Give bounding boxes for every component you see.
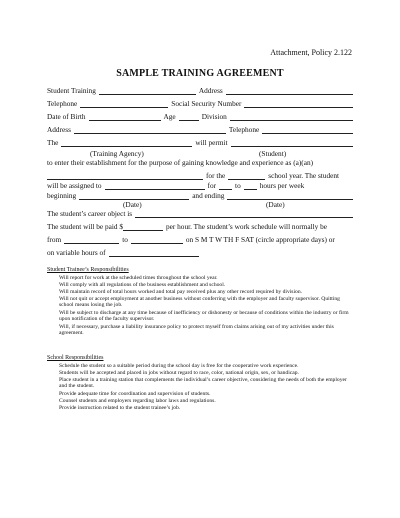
student-training-field[interactable]: [99, 87, 196, 95]
row-occupation: [47, 171, 353, 180]
row-beginning: [47, 191, 353, 200]
days-label[interactable]: on S M T W TH F SAT (circle appropriate days) or: [185, 235, 335, 244]
telephone2-label: Telephone: [228, 125, 260, 134]
student-responsibility-item: Will be subject to discharge at any time because of inefficiency or dishonesty or because of conditions within the industry or firm upon notification of the faculty supervisor.: [59, 310, 349, 323]
training-agency-caption: (Training Agency): [90, 149, 144, 158]
row-address-telephone: [47, 125, 353, 134]
row-permit: [47, 138, 353, 147]
school-year-field[interactable]: [228, 172, 265, 180]
assigned-field[interactable]: [105, 182, 205, 190]
to-label: to: [235, 181, 241, 190]
pay-rate-field[interactable]: [123, 223, 163, 231]
document-title: SAMPLE TRAINING AGREEMENT: [116, 68, 284, 79]
from-time-field[interactable]: [64, 236, 119, 244]
to2-label: to: [122, 235, 128, 244]
school-responsibilities-heading: School Responsibilities: [47, 355, 104, 361]
division-label: Division: [201, 112, 227, 121]
ending-date-caption: (Date): [266, 200, 285, 209]
row-enter: [47, 158, 353, 167]
beginning-label: beginning: [47, 191, 77, 200]
telephone-label: Telephone: [47, 99, 78, 108]
student-caption: (Student): [259, 149, 287, 158]
from-label: from: [47, 235, 62, 244]
age-label: Age: [163, 112, 176, 121]
row-career: [47, 209, 353, 218]
school-responsibility-item: Counsel students and employers regarding labor laws and regulations.: [59, 398, 216, 404]
student-training-label: Student Training: [47, 86, 96, 95]
the-label: The: [47, 138, 59, 147]
student-responsibility-item: Will, if necessary, purchase a liability insurance policy to protect myself from claims arising out of my activities under this agreement.: [59, 324, 334, 337]
dob-field[interactable]: [89, 113, 161, 121]
row-dob-age-division: [47, 112, 353, 121]
enter-establishment-text: to enter their establishment for the purpose of gaining knowledge and experience as (a)(an): [47, 158, 314, 167]
ssn-label: Social Security Number: [171, 99, 242, 108]
and-ending-label: and ending: [192, 191, 225, 200]
school-responsibility-item: Schedule the student so a suitable period during the school day is free for the cooperative work experience.: [59, 363, 299, 369]
ssn-field[interactable]: [244, 100, 353, 108]
variable-hours-field[interactable]: [109, 249, 199, 257]
paid-label: The student will be paid $: [47, 222, 123, 231]
ending-date-field[interactable]: [227, 192, 353, 200]
for-label: for: [207, 181, 217, 190]
telephone-field[interactable]: [80, 100, 168, 108]
row-assigned: [47, 181, 353, 190]
row-student-address: [47, 86, 353, 95]
address2-field[interactable]: [74, 126, 226, 134]
school-responsibility-item: Place student in a training station that complements the individual’s career objective, considering the needs of both the employer and the student.: [59, 377, 347, 390]
school-responsibility-item: Provide instruction related to the student trainee’s job.: [59, 405, 181, 411]
student-responsibility-item: Will comply with all regulations of the business establishment and school.: [59, 282, 226, 288]
student-responsibility-item: Will maintain record of total hours worked and total pay received plus any other record required by division.: [59, 289, 303, 295]
age-field[interactable]: [179, 113, 199, 121]
beginning-date-field[interactable]: [79, 192, 189, 200]
student-responsibility-item: Will not quit or accept employment at another business without conferring with the employer and faculty supervisor. Quitting school means losing the job.: [59, 296, 340, 309]
school-year-label: school year. The student: [268, 171, 340, 180]
hours-per-week-label: hours per week: [259, 181, 305, 190]
variable-hours-label: on variable hours of: [47, 248, 106, 257]
student-responsibility-item: Will report for work at the scheduled times throughout the school year.: [59, 275, 218, 281]
attachment-reference: Attachment, Policy 2.122: [270, 48, 352, 57]
to-time-field[interactable]: [131, 236, 183, 244]
student-responsibilities-heading: Student Trainee’s Responsibilities: [47, 267, 129, 273]
school-responsibility-item: Provide adequate time for coordination and supervision of students.: [59, 391, 211, 397]
hours-min-field[interactable]: [219, 182, 232, 190]
will-permit-label: will permit: [195, 138, 228, 147]
student-name-field[interactable]: [231, 139, 353, 147]
address-label: Address: [198, 86, 223, 95]
career-objective-field[interactable]: [135, 210, 353, 218]
telephone2-field[interactable]: [262, 126, 353, 134]
for-the-label: for the: [206, 171, 226, 180]
career-objective-label: The student’s career object is: [47, 209, 133, 218]
row-pay: [47, 222, 353, 231]
per-hour-label: per hour. The student’s work schedule will normally be: [166, 222, 327, 231]
row-variable: [47, 248, 353, 257]
school-responsibility-item: Students will be accepted and placed in jobs without regard to race, color, national origin, sex, or handicap.: [59, 370, 299, 376]
training-agency-field[interactable]: [61, 139, 192, 147]
dob-label: Date of Birth: [47, 112, 86, 121]
row-schedule: [47, 235, 353, 244]
address2-label: Address: [47, 125, 71, 134]
hours-max-field[interactable]: [244, 182, 257, 190]
occupation-field[interactable]: [47, 172, 203, 180]
assigned-label: will be assigned to: [47, 181, 102, 190]
address-field[interactable]: [226, 87, 353, 95]
beginning-date-caption: (Date): [123, 200, 142, 209]
row-telephone-ssn: [47, 99, 353, 108]
division-field[interactable]: [230, 113, 353, 121]
